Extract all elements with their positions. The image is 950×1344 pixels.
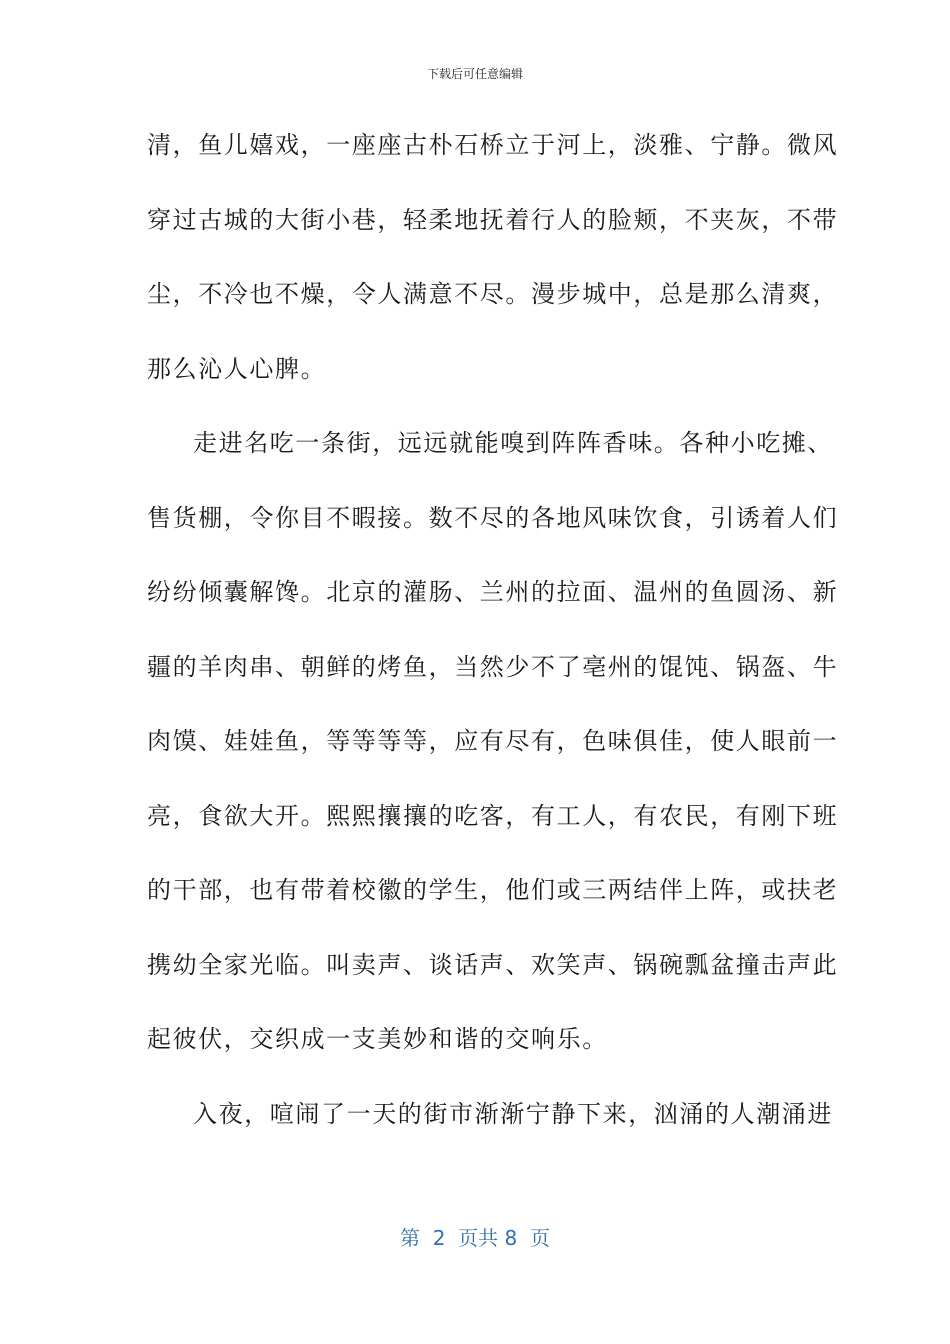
- text-line: 清，鱼儿嬉戏，一座座古朴石桥立于河上，淡雅、宁静。微风: [147, 131, 839, 159]
- text-line: 那么沁人心脾。: [147, 354, 327, 383]
- text-line: 亮，食欲大开。熙熙攘攘的吃客，有工人，有农民，有刚下班: [147, 801, 839, 830]
- text-line: 起彼伏，交织成一支美妙和谐的交响乐。: [147, 1025, 608, 1053]
- text-line: 肉馍、娃娃鱼，等等等等，应有尽有，色味俱佳，使人眼前一: [147, 727, 839, 755]
- text-line: 疆的羊肉串、朝鲜的烤鱼，当然少不了亳州的馄饨、锅盔、牛: [147, 652, 839, 681]
- paragraph-first-line: 入夜，喧闹了一天的街市渐渐宁静下来，汹涌的人潮涌进: [193, 1099, 833, 1128]
- text-line: 纷纷倾囊解馋。北京的灌肠、兰州的拉面、温州的鱼圆汤、新: [147, 578, 839, 606]
- page-number: 第 2 页共 8 页: [400, 1226, 550, 1250]
- page-header: 下载后可任意编辑: [426, 67, 523, 81]
- text-line: 的干部，也有带着校徽的学生，他们或三两结伴上阵，或扶老: [147, 876, 839, 904]
- text-line: 携幼全家光临。叫卖声、谈话声、欢笑声、锅碗瓢盆撞击声此: [147, 950, 839, 979]
- paragraph-first-line: 走进名吃一条街，远远就能嗅到阵阵香味。各种小吃摊、: [193, 429, 833, 457]
- text-line: 尘，不冷也不燥，令人满意不尽。漫步城中，总是那么清爽，: [147, 280, 839, 308]
- text-line: 穿过古城的大街小巷，轻柔地抚着行人的脸颊，不夹灰，不带: [147, 205, 839, 234]
- body-text: [147, 120, 839, 1163]
- text-line: 售货棚，令你目不暇接。数不尽的各地风味饮食，引诱着人们: [147, 503, 839, 532]
